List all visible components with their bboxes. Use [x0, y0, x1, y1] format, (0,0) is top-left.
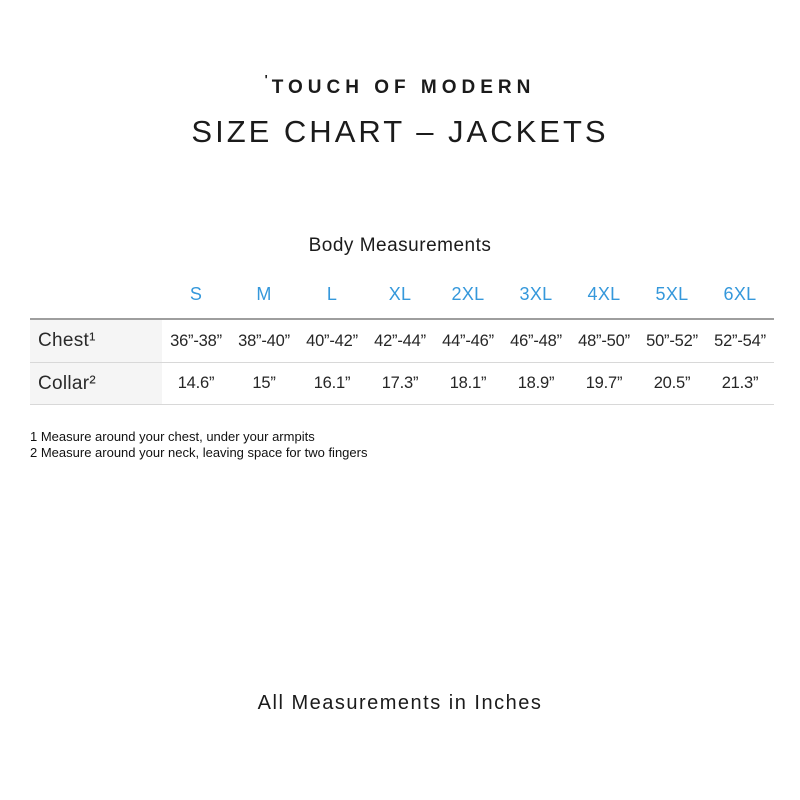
brand-logo — [0, 0, 800, 99]
collar-value-6xl: 21.3” — [721, 374, 759, 392]
size-column-header-s: S — [189, 283, 203, 304]
collar-value-4xl: 19.7” — [585, 374, 623, 392]
size-column-header-3xl: 3XL — [519, 283, 553, 304]
size-header-row — [30, 284, 774, 304]
size-column-header-2xl: 2XL — [451, 283, 485, 304]
size-column-header-m: M — [256, 283, 272, 304]
chest-value-l: 40”-42” — [306, 331, 358, 350]
table-row-collar — [30, 362, 774, 405]
footnote-collar: 2 Measure around your neck, leaving space for two fingers — [30, 445, 368, 460]
chest-value-m: 38”-40” — [238, 331, 290, 350]
chest-value-s: 36”-38” — [170, 331, 222, 350]
footnote-chest: 1 Measure around your chest, under your armpits — [30, 429, 315, 444]
collar-value-xl: 17.3” — [381, 374, 419, 392]
collar-value-s: 14.6” — [177, 374, 215, 392]
body-measurements-heading: Body Measurements — [308, 235, 492, 256]
chest-value-3xl: 46”-48” — [510, 331, 562, 350]
chest-value-xl: 42”-44” — [374, 331, 426, 350]
row-label-chest: Chest¹ — [30, 320, 162, 362]
size-column-header-6xl: 6XL — [723, 283, 757, 304]
collar-value-l: 16.1” — [313, 374, 351, 392]
table-row-chest — [30, 318, 774, 362]
chest-value-2xl: 44”-46” — [442, 331, 494, 350]
logo-tick-mark: ' — [264, 72, 273, 87]
page-title: SIZE CHART – JACKETS — [191, 114, 609, 149]
collar-value-3xl: 18.9” — [517, 374, 555, 392]
size-column-header-4xl: 4XL — [587, 283, 621, 304]
collar-value-2xl: 18.1” — [449, 374, 487, 392]
chest-value-6xl: 52”-54” — [714, 331, 766, 350]
collar-value-5xl: 20.5” — [653, 374, 691, 392]
size-column-header-l: L — [326, 283, 338, 304]
size-chart-table — [30, 284, 774, 405]
footnotes — [30, 429, 800, 461]
chest-value-5xl: 50”-52” — [646, 331, 698, 350]
measurements-unit-note: All Measurements in Inches — [257, 692, 543, 714]
brand-logo-text: TOUCH OF MODERN — [271, 77, 536, 98]
chest-value-4xl: 48”-50” — [578, 331, 630, 350]
collar-value-m: 15” — [252, 374, 276, 392]
row-label-collar: Collar² — [30, 363, 162, 404]
size-column-header-5xl: 5XL — [655, 283, 689, 304]
size-column-header-xl: XL — [388, 283, 412, 304]
